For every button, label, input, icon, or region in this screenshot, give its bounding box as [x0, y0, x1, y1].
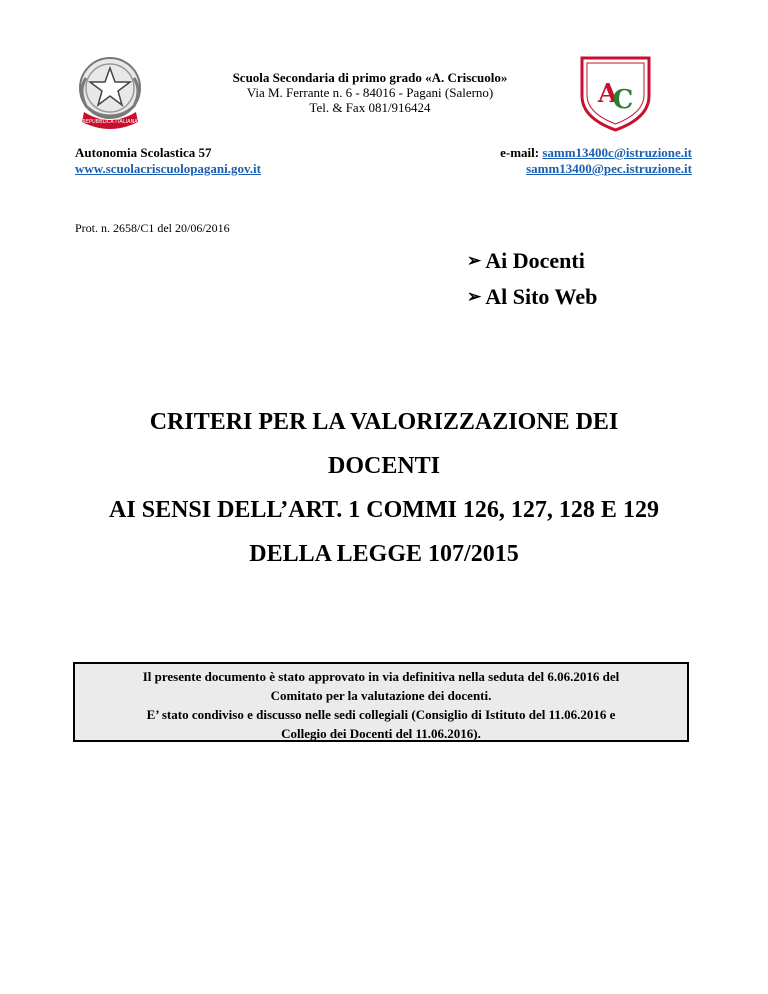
- recipient-label: Ai Docenti: [485, 248, 585, 273]
- right-info: [500, 145, 692, 177]
- svg-text:REPUBBLICA ITALIANA: REPUBBLICA ITALIANA: [82, 119, 138, 125]
- recipients-list: [467, 243, 597, 315]
- title-line: DOCENTI: [327, 453, 441, 479]
- title-line: CRITERI PER LA VALORIZZAZIONE DEI: [149, 409, 619, 435]
- email-line: [500, 145, 692, 161]
- school-name: Scuola Secondaria di primo grado «A. Criscuolo»: [232, 70, 508, 85]
- arrow-bullet-icon: ➢: [467, 287, 482, 306]
- school-header: [170, 70, 570, 115]
- recipient-item: [467, 279, 597, 315]
- school-address: Via M. Ferrante n. 6 - 84016 - Pagani (Salerno): [246, 85, 494, 100]
- arrow-bullet-icon: ➢: [467, 251, 482, 270]
- approval-note-box: [73, 662, 689, 742]
- recipient-item: [467, 243, 597, 279]
- left-info: [75, 145, 261, 177]
- website-link[interactable]: www.scuolacriscuolopagani.gov.it: [75, 161, 261, 176]
- email-label: e-mail:: [500, 145, 543, 160]
- autonomy-label: Autonomia Scolastica 57: [75, 145, 212, 160]
- note-line: E’ stato condiviso e discusso nelle sedi collegiali (Consiglio di Istituto del 11.06.2016 e: [146, 707, 616, 722]
- svg-text:A: A: [597, 79, 619, 109]
- school-phone: Tel. & Fax 081/916424: [309, 100, 431, 115]
- pec-email-link[interactable]: samm13400@pec.istruzione.it: [526, 161, 692, 176]
- note-line: Comitato per la valutazione dei docenti.: [270, 688, 492, 703]
- email-link[interactable]: samm13400c@istruzione.it: [542, 145, 692, 160]
- italian-republic-emblem: [70, 50, 150, 132]
- title-line: AI SENSI DELL’ART. 1 COMMI 126, 127, 128 E 129: [109, 497, 659, 523]
- title-line: DELLA LEGGE 107/2015: [249, 541, 519, 567]
- note-line: Collegio dei Docenti del 11.06.2016).: [281, 726, 481, 741]
- school-logo: [578, 52, 653, 132]
- svg-text:C: C: [612, 85, 634, 115]
- document-title: [60, 400, 708, 576]
- protocol-number: Prot. n. 2658/C1 del 20/06/2016: [75, 221, 230, 235]
- recipient-label: Al Sito Web: [485, 284, 598, 309]
- note-line: Il presente documento è stato approvato in via definitiva nella seduta del 6.06.2016 del: [142, 669, 620, 684]
